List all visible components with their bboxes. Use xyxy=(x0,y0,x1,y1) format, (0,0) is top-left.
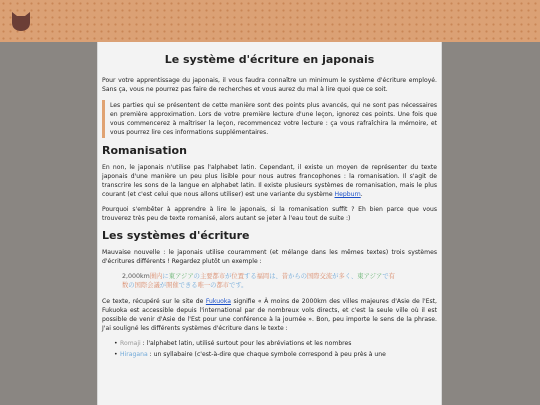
example-segment-kanji: 唯一 xyxy=(197,282,211,289)
example-segment-hira: が xyxy=(159,282,167,289)
example-segment-num: 2,000km xyxy=(122,273,150,280)
example-segment-kanji: 福岡 xyxy=(256,273,270,280)
intro-paragraph: Pour votre apprentissage du japonais, il vous faudra connaître un minimum le système d'écriture employé. Sans ça, vous ne pourrez pas faire de recherches et vous aurez du mal à lire quoi que ce soit. xyxy=(102,77,437,93)
example-segment-hira: の xyxy=(128,282,135,289)
term-romaji: Romaji xyxy=(120,340,141,347)
systemes-paragraph: Mauvaise nouvelle : le japonais utilise couramment (et mélange dans les mêmes textes) trois systèmes d'écritures différents ! Regardez plutôt un exemple : xyxy=(102,249,437,265)
fukuoka-paragraph xyxy=(102,297,437,333)
romanisation-paragraph xyxy=(102,163,437,199)
article-content xyxy=(97,42,442,405)
header-banner xyxy=(0,0,540,42)
example-line-2 xyxy=(122,281,437,290)
example-segment-hira: に xyxy=(162,273,169,280)
example-segment-hira: の xyxy=(300,273,307,280)
japanese-example xyxy=(122,272,437,290)
term-hiragana: Hiragana xyxy=(120,351,148,358)
list-item xyxy=(114,350,437,359)
example-segment-hira: の xyxy=(210,282,217,289)
example-segment-kanji: 都市 xyxy=(216,282,230,289)
term-desc: : un syllabaire (c'est-à-dire que chaque symbole correspond à peu près à une xyxy=(147,351,386,358)
romanisation-paragraph-2: Pourquoi s'embêter à apprendre à lire le japonais, si la romanisation suffit ? Eh bien parce que vous trouverez très peu de texte romanisé, alors autant se jeter à l'eau tout de suite :) xyxy=(102,206,437,222)
example-segment-kanji: 昔 xyxy=(281,273,289,280)
example-segment-kata: 東アジア xyxy=(168,273,194,280)
example-segment-kanji: 交流 xyxy=(319,273,333,280)
hepburn-link[interactable]: Hepburn xyxy=(334,191,361,198)
example-segment-hira: で xyxy=(382,273,389,280)
example-segment-kanji: 開催 xyxy=(166,282,179,289)
example-segment-hira: は、 xyxy=(269,273,282,280)
text-span: Ce texte, récupéré sur le site de xyxy=(102,298,206,305)
example-segment-hira: が xyxy=(225,273,232,280)
example-segment-kanji: 主要都市 xyxy=(199,273,226,280)
section-heading-systemes: Les systèmes d'écriture xyxy=(102,229,250,242)
section-heading-romanisation: Romanisation xyxy=(102,144,187,157)
term-desc: : l'alphabet latin, utilisé surtout pour les abréviations et les nombres xyxy=(140,340,352,347)
text-span: En non, le japonais n'utilise pas l'alphabet latin. Cependant, il existe un moyen de représenter du texte japonais d'une manière un peu plus lisible pour nous autres francophones : la romanisation. Il s'agit de transcrire les sons de la langue en alphabet latin. Il existe plusieurs systèmes de romanisation, mais le plus courant (et c'est celui que nous allons utiliser) est une variante du système xyxy=(102,164,437,198)
text-span: signifie « À moins de 2000km des villes majeures d'Asie de l'Est, Fukuoka est accessible depuis l'international par de nombreux vols directs, et c'est la seule ville où il est possible de venir d'Asie de l'Est pour une conférence à la journée ». Bon, peu importe le sens de la phrase. J'ai souligné les différents systèmes d'écriture dans le texte : xyxy=(102,298,437,332)
example-segment-kanji: 有 xyxy=(388,273,395,280)
example-segment-kanji: 圏内 xyxy=(149,273,163,280)
list-item xyxy=(114,339,437,348)
example-segment-hira: から xyxy=(288,273,301,280)
example-segment-kata: 東アジア xyxy=(357,273,383,280)
example-segment-hira: です。 xyxy=(229,282,248,289)
example-segment-kanji: 国際会議 xyxy=(134,282,160,289)
example-segment-kanji: 位置 xyxy=(231,273,245,280)
example-segment-hira: の xyxy=(193,273,200,280)
example-segment-hira: する xyxy=(244,273,257,280)
advanced-note-text: Les parties qui se présentent de cette manière sont des points plus avancés, qui ne sont pas nécessaires en première approximation. Lors de votre première lecture d'une leçon, ignorez ces points. Une fois que vous commencerez à maîtriser la leçon, recommencez votre lecture : ça vous rafraîchira la mémoire, et vous pourrez lire ces informations supplémentaires. xyxy=(110,102,437,136)
cat-face-icon[interactable] xyxy=(9,8,33,32)
example-line-1 xyxy=(122,272,437,281)
text-span: . xyxy=(360,191,363,198)
example-segment-kanji: 多 xyxy=(338,273,345,280)
example-segment-hira: できる xyxy=(178,282,198,289)
page-title: Le système d'écriture en japonais xyxy=(164,53,375,66)
writing-systems-list xyxy=(114,339,437,359)
example-segment-kanji: 数 xyxy=(122,282,129,289)
fukuoka-link[interactable]: Fukuoka xyxy=(205,298,231,305)
advanced-note xyxy=(102,100,437,138)
example-segment-hira: が xyxy=(332,273,339,280)
example-segment-hira: く、 xyxy=(344,273,358,280)
example-segment-kanji: 国際 xyxy=(306,273,320,280)
